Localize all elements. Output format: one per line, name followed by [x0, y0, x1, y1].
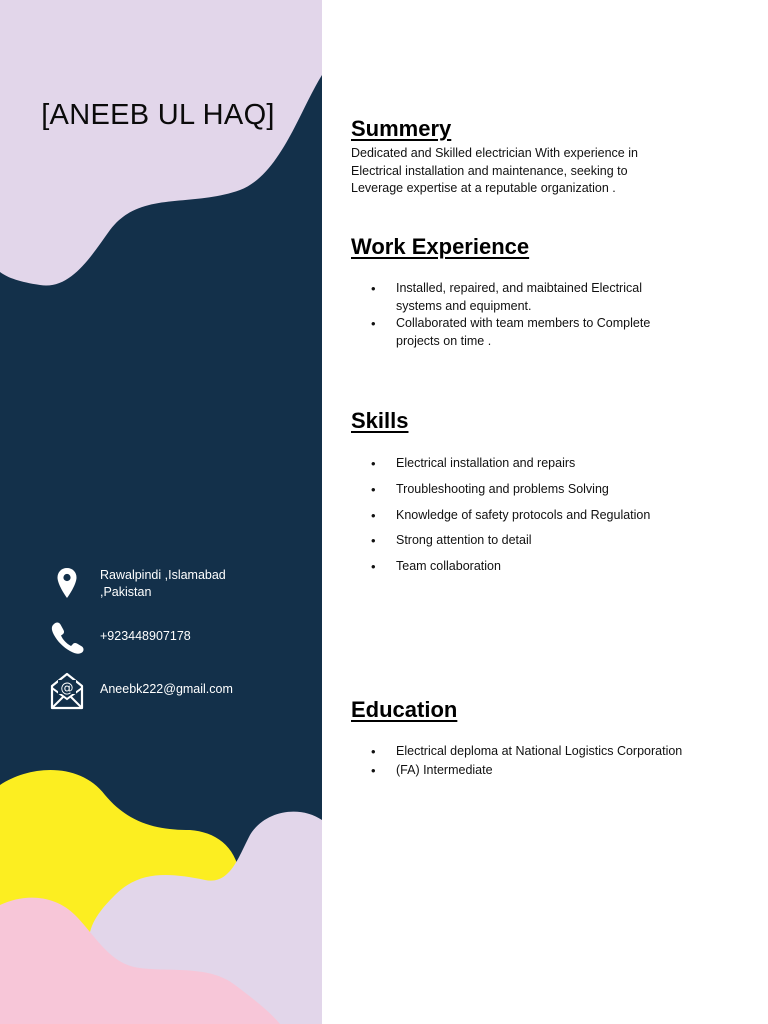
list-item: • Knowledge of safety protocols and Regulation [351, 503, 651, 529]
phone-text[interactable]: +923448907178 [100, 629, 191, 643]
email-text[interactable]: Aneebk222@gmail.com [100, 682, 233, 696]
svg-text:@: @ [60, 681, 74, 696]
sidebar [0, 0, 322, 1024]
work-experience-heading: Work Experience [351, 234, 530, 259]
summary-text: Dedicated and Skilled electrician With experience in Electrical installation and maintenance, seeking to Leverage expertise at a reputable organization . [351, 146, 638, 195]
list-item: • Collaborated with team members to Complete projects on time . [351, 315, 651, 350]
skills-list [351, 451, 651, 580]
candidate-name: [ANEEB UL HAQ] [41, 99, 275, 131]
list-item: • Troubleshooting and problems Solving [351, 477, 651, 503]
contact-phone [48, 620, 313, 658]
list-item: • (FA) Intermediate [351, 761, 751, 780]
education-heading: Education [351, 697, 458, 722]
contact-email [48, 672, 313, 710]
summary-heading: Summery [351, 116, 452, 141]
list-item: • Strong attention to detail [351, 528, 651, 554]
phone-icon [48, 620, 86, 658]
work-experience-list [351, 280, 651, 350]
list-item: • Installed, repaired, and maibtained Electrical systems and equipment. [351, 280, 651, 315]
skills-heading: Skills [351, 408, 409, 433]
list-item: • Electrical installation and repairs [351, 451, 651, 477]
envelope-at-icon [48, 672, 86, 710]
decorative-blobs [0, 0, 322, 1024]
top-lavender-blob [0, 0, 322, 286]
contact-address [48, 567, 313, 605]
address-text: Rawalpindi ,Islamabad ,Pakistan [100, 568, 226, 599]
list-item: • Team collaboration [351, 554, 651, 580]
education-list [351, 742, 751, 780]
location-pin-icon [48, 567, 86, 605]
list-item: • Electrical deploma at National Logistics Corporation [351, 742, 751, 761]
